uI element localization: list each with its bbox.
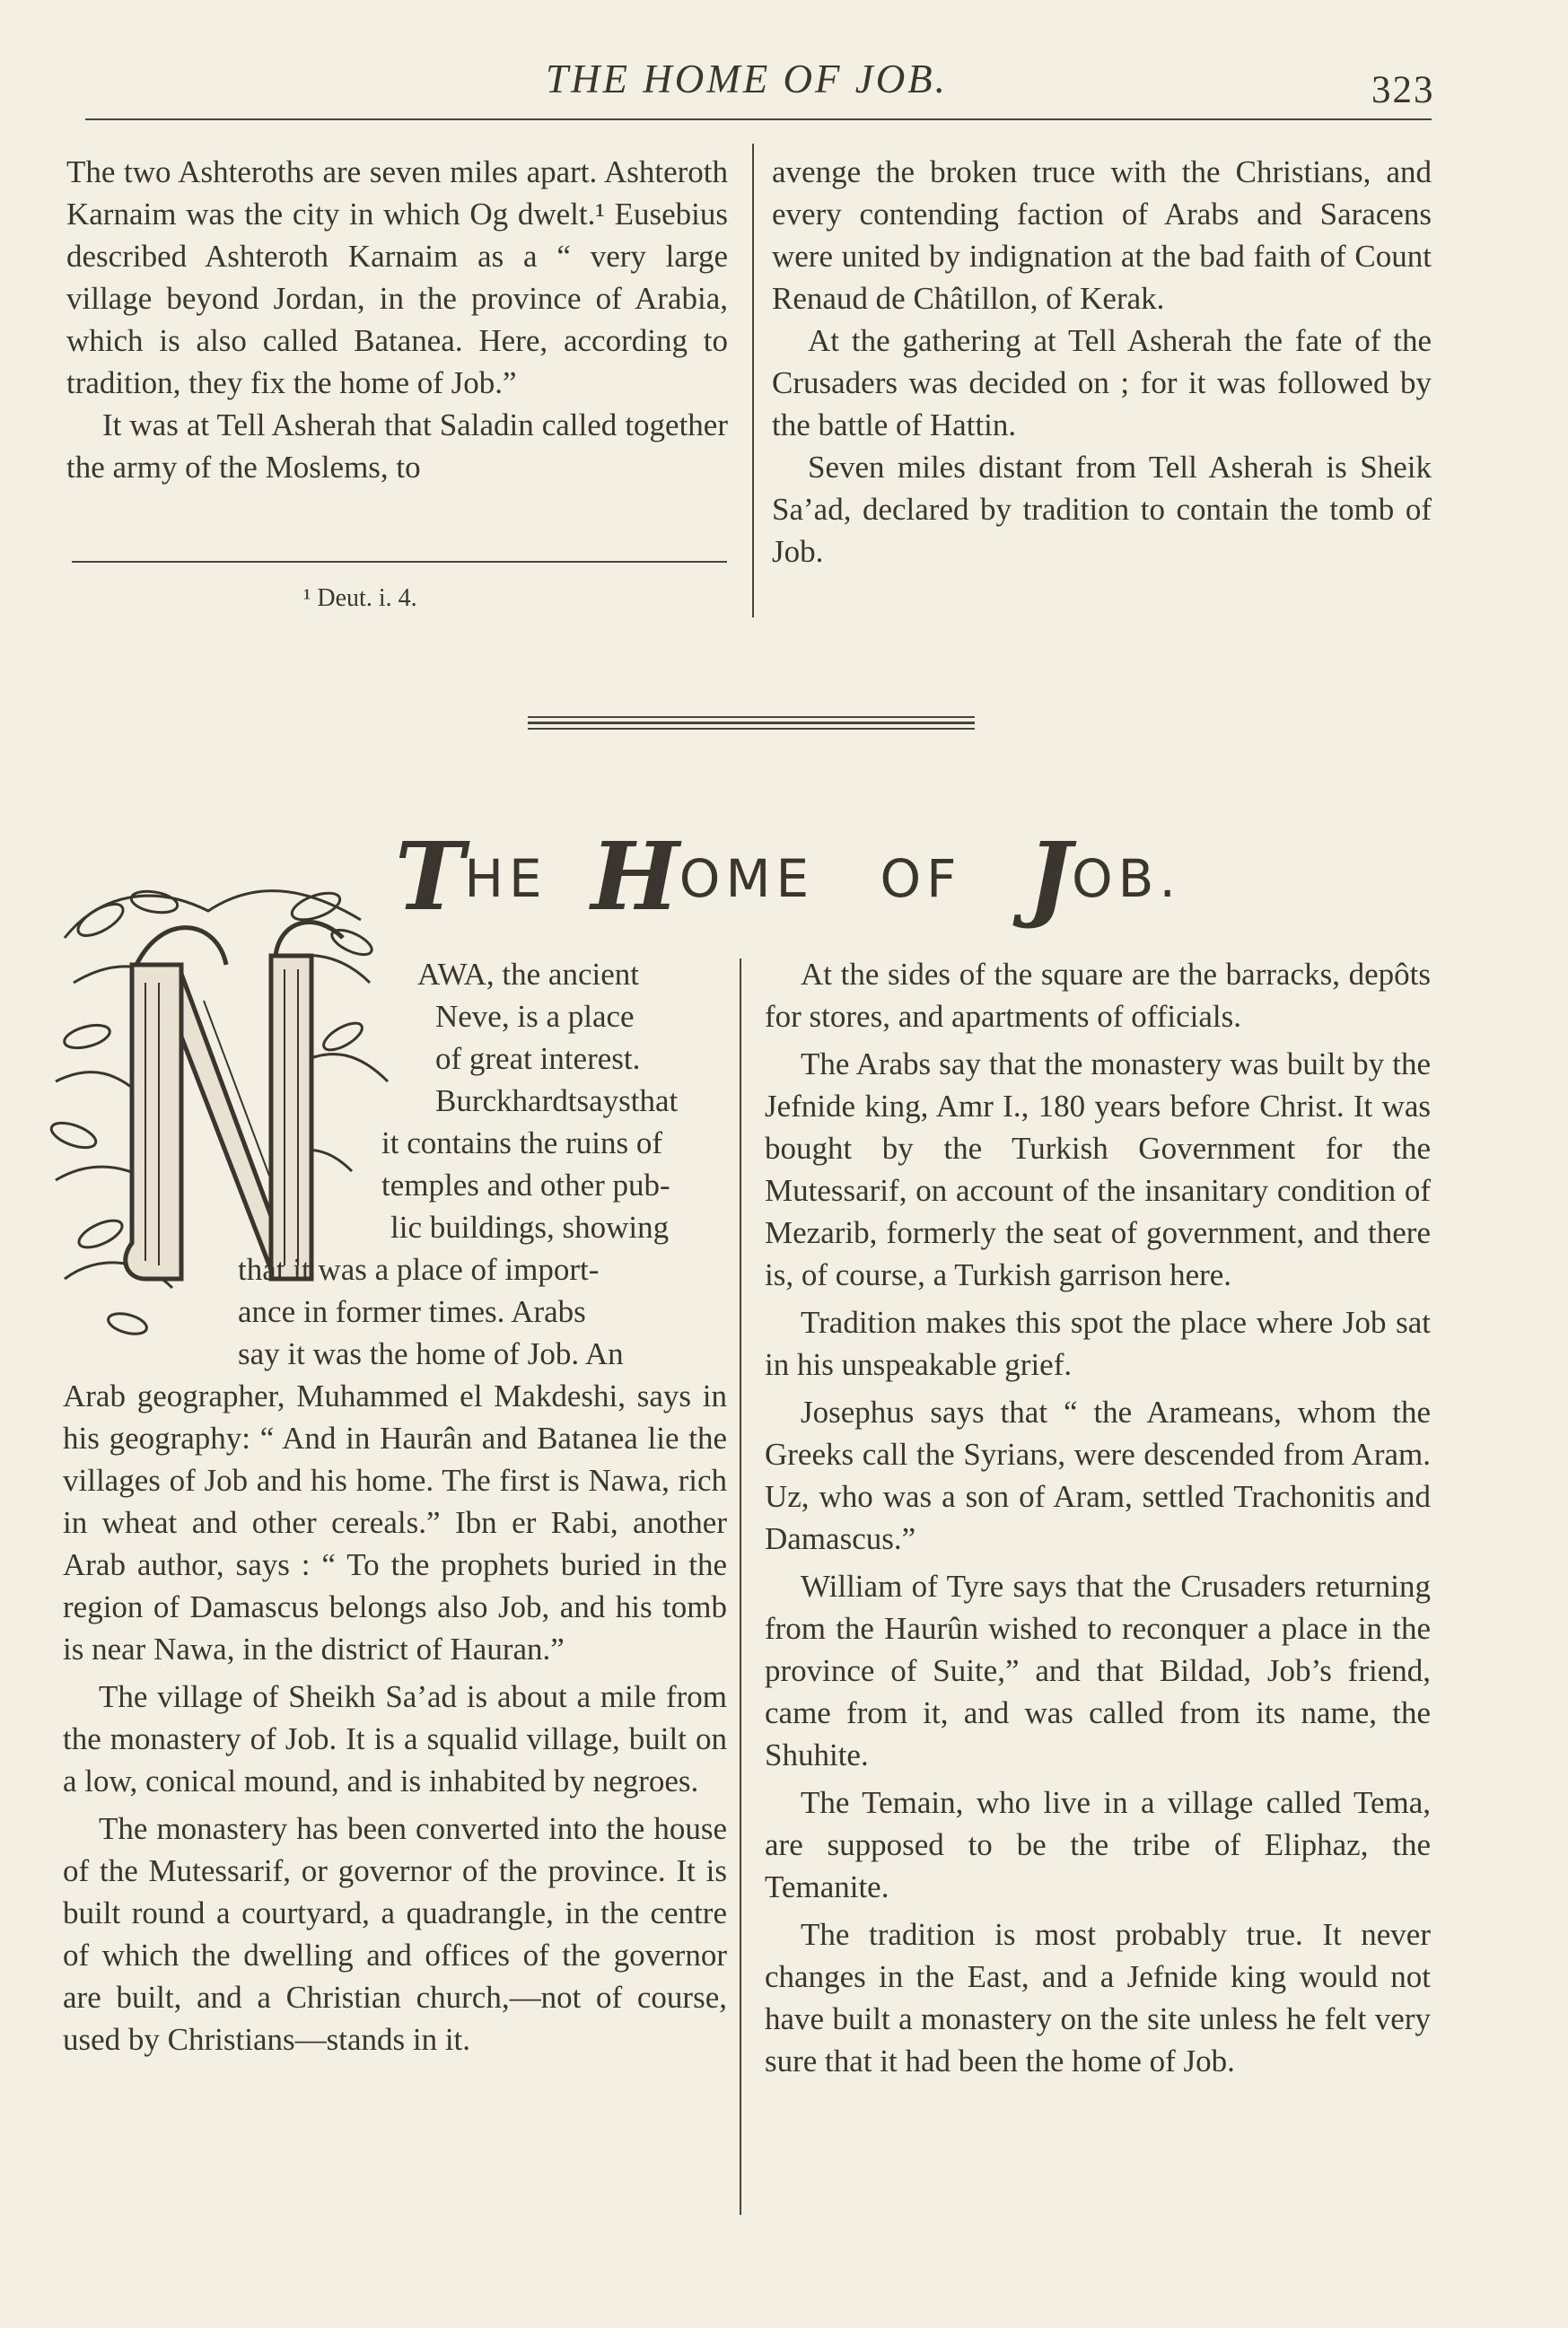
text-line: that it was a place of import- [238, 1252, 600, 1287]
article-title [395, 821, 1181, 932]
paragraph: Seven miles distant from Tell Asherah is Sheik Sa’ad, declared by tradition to contain the tomb of Job. [772, 450, 1432, 569]
paragraph: The two Ashteroths are seven miles apart. Ashteroth Karnaim was the city in which Og dwelt.¹ Eusebius described Ashteroth Karnaim as a “ very large village beyond Jordan, in the province of Arabia, which is also called Batanea. Here, according to tradition, they fix the home of Job.” [66, 154, 728, 400]
column-divider [740, 958, 741, 2215]
title-cap: H [591, 821, 679, 932]
paragraph: Arab geographer, Muhammed el Makdeshi, says in his geography: “ And in Haurân and Batanea lie the villages of Job and his home. The first is Nawa, rich in wheat and other cereals.” Ibn er Rabi, another Arab author, says : “ To the prophets buried in the region of Damascus belongs also Job, and his tomb is near Nawa, in the district of Hauran.” [63, 1378, 727, 1667]
paragraph: The village of Sheikh Sa’ad is about a mile from the monastery of Job. It is a squalid village, built on a low, conical mound, and is inhabited by negroes. [63, 1679, 727, 1799]
paragraph: William of Tyre says that the Crusaders returning from the Haurûn wished to reconquer a place in the province of Suite,” and that Bildad, Job’s friend, came from it, and was called from its name, the Shuhite. [765, 1569, 1431, 1772]
title-part: OME [679, 848, 815, 909]
top-right-column [772, 151, 1432, 573]
paragraph: avenge the broken truce with the Christians, and every contending faction of Arabs and Saracens were united by indignation at the bad faith of Count Renaud de Châtillon, of Kerak. [772, 154, 1432, 316]
paragraph: Josephus says that “ the Arameans, whom the Greeks call the Syrians, were descended from Aram. Uz, who was a son of Aram, settled Trachonitis and Damascus.” [765, 1395, 1431, 1556]
title-cap: J [1027, 821, 1072, 932]
bottom-right-column [765, 953, 1431, 2082]
page-number: 323 [1371, 69, 1435, 111]
paragraph: The tradition is most probably true. It never changes in the East, and a Jefnide king would not have built a monastery on the site unless he felt very sure that it had been the home of Job. [765, 1917, 1431, 2079]
paragraph: It was at Tell Asherah that Saladin called together the army of the Moslems, to [66, 407, 728, 485]
paragraph: At the sides of the square are the barracks, depôts for stores, and apartments of officials. [765, 957, 1431, 1034]
text-line: Burckhardtsaysthat [435, 1083, 679, 1118]
bottom-left-column [63, 953, 727, 2061]
column-divider [752, 144, 754, 617]
header-rule [85, 118, 1432, 120]
text-line: temples and other pub- [381, 1168, 670, 1203]
text-line: lic buildings, showing [390, 1210, 670, 1245]
title-part: OF [880, 848, 962, 909]
paragraph: Tradition makes this spot the place where Job sat in his unspeakable grief. [765, 1305, 1431, 1382]
footnote: ¹ Deut. i. 4. [303, 584, 417, 612]
text-line: of great interest. [435, 1041, 641, 1076]
paragraph: The Temain, who live in a village called Tema, are supposed to be the tribe of Eliphaz, the Temanite. [765, 1785, 1431, 1904]
title-part: HE [464, 848, 547, 909]
footnote-rule [72, 561, 727, 563]
title-part: OB. [1072, 848, 1181, 909]
title-cap: T [395, 821, 465, 932]
paragraph: At the gathering at Tell Asherah the fate of the Crusaders was decided on ; for it was followed by the battle of Hattin. [772, 323, 1432, 442]
paragraph: The monastery has been converted into the house of the Mutessarif, or governor of the province. It is built round a courtyard, a quadrangle, in the centre of which the dwelling and offices of the governor are built, and a Christian church,—not of course, used by Christians—stands in it. [63, 1811, 727, 2057]
top-left-column [66, 151, 728, 488]
running-title: THE HOME OF JOB. [546, 57, 948, 101]
text-line: Neve, is a place [435, 999, 635, 1034]
text-line: it contains the ruins of [381, 1125, 663, 1160]
paragraph: The Arabs say that the monastery was built by the Jefnide king, Amr I., 180 years before Christ. It was bought by the Turkish Government for the Mutessarif, on account of the insanitary condition of Mezarib, formerly the seat of government, and there is, of course, a Turkish garrison here. [765, 1046, 1431, 1292]
section-divider [528, 716, 975, 729]
text-line: AWA, the ancient [417, 957, 639, 992]
text-line: ance in former times. Arabs [238, 1294, 586, 1329]
text-line: say it was the home of Job. An [238, 1336, 624, 1371]
